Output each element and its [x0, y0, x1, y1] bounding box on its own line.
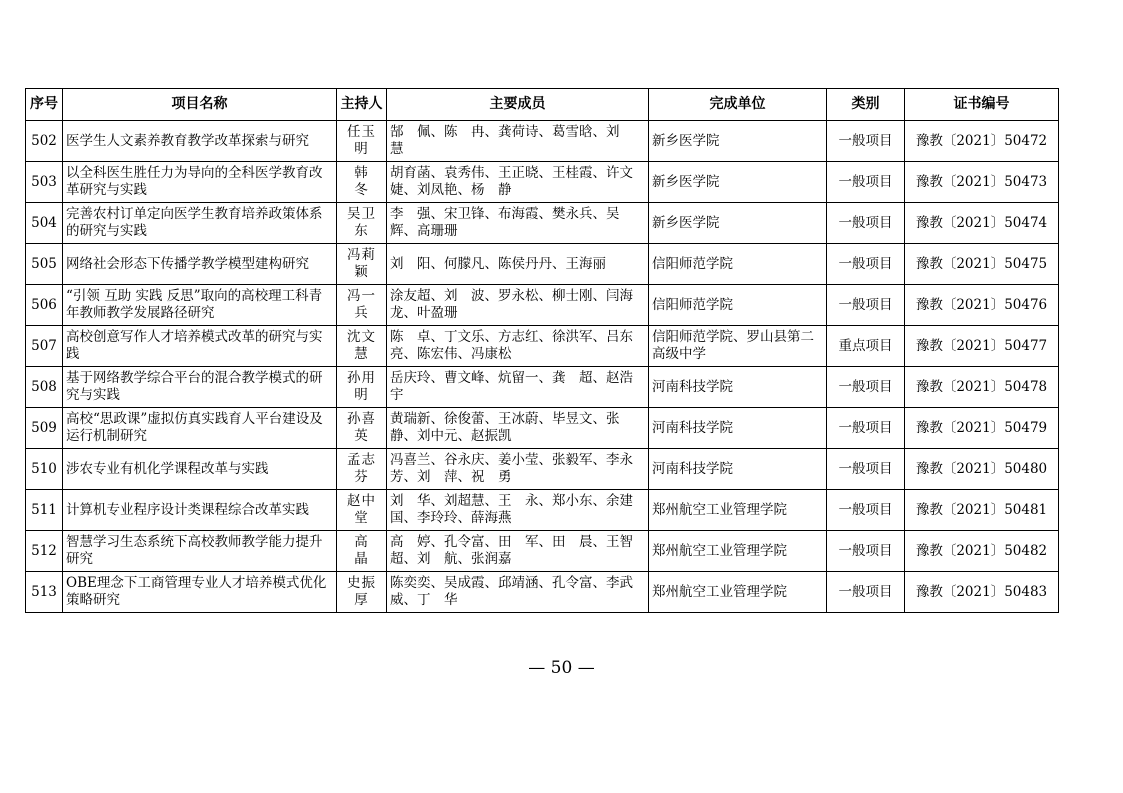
cell-cert: 豫教〔2021〕50481	[905, 490, 1059, 531]
header-members: 主要成员	[387, 89, 649, 121]
cell-project-name: 计算机专业程序设计类课程综合改革实践	[63, 490, 337, 531]
header-project-name: 项目名称	[63, 89, 337, 121]
header-host: 主持人	[337, 89, 387, 121]
header-unit: 完成单位	[649, 89, 827, 121]
cell-host: 吴卫东	[337, 203, 387, 244]
cell-category: 一般项目	[827, 408, 905, 449]
cell-members: 胡育菡、袁秀伟、王正晓、王桂霞、许文婕、刘凤艳、杨 静	[387, 162, 649, 203]
cell-cert: 豫教〔2021〕50475	[905, 244, 1059, 285]
cell-cert: 豫教〔2021〕50479	[905, 408, 1059, 449]
cell-host: 韩 冬	[337, 162, 387, 203]
cell-unit: 河南科技学院	[649, 449, 827, 490]
header-no: 序号	[26, 89, 63, 121]
cell-project-name: 网络社会形态下传播学教学模型建构研究	[63, 244, 337, 285]
cell-category: 一般项目	[827, 121, 905, 162]
cell-host: 冯一兵	[337, 285, 387, 326]
table-row	[26, 121, 1059, 162]
cell-unit: 河南科技学院	[649, 408, 827, 449]
project-table	[25, 88, 1059, 613]
cell-unit: 新乡医学院	[649, 121, 827, 162]
table-row	[26, 449, 1059, 490]
cell-category: 一般项目	[827, 531, 905, 572]
cell-cert: 豫教〔2021〕50474	[905, 203, 1059, 244]
table-row	[26, 572, 1059, 613]
cell-host: 孙用明	[337, 367, 387, 408]
cell-members: 陈奕奕、吴成霞、邱靖涵、孔令富、李武威、丁 华	[387, 572, 649, 613]
header-category: 类别	[827, 89, 905, 121]
cell-cert: 豫教〔2021〕50477	[905, 326, 1059, 367]
cell-no: 503	[26, 162, 63, 203]
cell-no: 507	[26, 326, 63, 367]
cell-category: 一般项目	[827, 244, 905, 285]
cell-category: 一般项目	[827, 367, 905, 408]
table-row	[26, 490, 1059, 531]
cell-category: 重点项目	[827, 326, 905, 367]
cell-category: 一般项目	[827, 285, 905, 326]
cell-cert: 豫教〔2021〕50472	[905, 121, 1059, 162]
cell-category: 一般项目	[827, 572, 905, 613]
cell-category: 一般项目	[827, 449, 905, 490]
cell-project-name: 完善农村订单定向医学生教育培养政策体系的研究与实践	[63, 203, 337, 244]
cell-category: 一般项目	[827, 490, 905, 531]
header-cert: 证书编号	[905, 89, 1059, 121]
cell-members: 高 婷、孔令富、田 军、田 晨、王智超、刘 航、张润嘉	[387, 531, 649, 572]
cell-no: 512	[26, 531, 63, 572]
cell-host: 冯莉颖	[337, 244, 387, 285]
cell-project-name: 以全科医生胜任力为导向的全科医学教育改革研究与实践	[63, 162, 337, 203]
cell-no: 510	[26, 449, 63, 490]
cell-project-name: “引领 互助 实践 反思”取向的高校理工科青年教师教学发展路径研究	[63, 285, 337, 326]
cell-cert: 豫教〔2021〕50473	[905, 162, 1059, 203]
cell-members: 郜 佩、陈 冉、龚荷诗、葛雪晗、刘 慧	[387, 121, 649, 162]
cell-members: 涂友超、刘 波、罗永松、柳士刚、闫海龙、叶盈珊	[387, 285, 649, 326]
cell-host: 任玉明	[337, 121, 387, 162]
cell-no: 511	[26, 490, 63, 531]
cell-category: 一般项目	[827, 162, 905, 203]
cell-unit: 信阳师范学院	[649, 244, 827, 285]
cell-host: 史振厚	[337, 572, 387, 613]
table-row	[26, 203, 1059, 244]
table-row	[26, 408, 1059, 449]
cell-members: 冯喜兰、谷永庆、姜小莹、张毅军、李永芳、刘 萍、祝 勇	[387, 449, 649, 490]
cell-host: 高 晶	[337, 531, 387, 572]
cell-unit: 河南科技学院	[649, 367, 827, 408]
header-row	[26, 89, 1059, 121]
cell-unit: 信阳师范学院	[649, 285, 827, 326]
cell-members: 岳庆玲、曹文峰、炕留一、龚 超、赵浩宇	[387, 367, 649, 408]
cell-project-name: 高校“思政课”虚拟仿真实践育人平台建设及运行机制研究	[63, 408, 337, 449]
table-row	[26, 285, 1059, 326]
cell-unit: 新乡医学院	[649, 203, 827, 244]
cell-host: 孟志芬	[337, 449, 387, 490]
table-row	[26, 162, 1059, 203]
cell-members: 刘 阳、何朦凡、陈侯丹丹、王海丽	[387, 244, 649, 285]
cell-no: 502	[26, 121, 63, 162]
cell-unit: 新乡医学院	[649, 162, 827, 203]
cell-cert: 豫教〔2021〕50476	[905, 285, 1059, 326]
cell-unit: 郑州航空工业管理学院	[649, 490, 827, 531]
cell-members: 陈 卓、丁文乐、方志红、徐洪军、吕东亮、陈宏伟、冯康松	[387, 326, 649, 367]
cell-unit: 信阳师范学院、罗山县第二高级中学	[649, 326, 827, 367]
cell-unit: 郑州航空工业管理学院	[649, 531, 827, 572]
cell-project-name: OBE理念下工商管理专业人才培养模式优化策略研究	[63, 572, 337, 613]
cell-members: 李 强、宋卫锋、布海霞、樊永兵、吴 辉、高珊珊	[387, 203, 649, 244]
cell-cert: 豫教〔2021〕50480	[905, 449, 1059, 490]
cell-unit: 郑州航空工业管理学院	[649, 572, 827, 613]
cell-members: 黄瑞新、徐俊蕾、王冰蔚、毕昱文、张 静、刘中元、赵振凯	[387, 408, 649, 449]
cell-no: 505	[26, 244, 63, 285]
cell-no: 508	[26, 367, 63, 408]
cell-no: 513	[26, 572, 63, 613]
cell-category: 一般项目	[827, 203, 905, 244]
cell-no: 504	[26, 203, 63, 244]
cell-project-name: 医学生人文素养教育教学改革探索与研究	[63, 121, 337, 162]
table-row	[26, 326, 1059, 367]
cell-project-name: 涉农专业有机化学课程改革与实践	[63, 449, 337, 490]
page-number: — 50 —	[528, 658, 595, 678]
cell-cert: 豫教〔2021〕50482	[905, 531, 1059, 572]
table-row	[26, 531, 1059, 572]
cell-members: 刘 华、刘超慧、王 永、郑小东、余建国、李玲玲、薛海燕	[387, 490, 649, 531]
cell-project-name: 高校创意写作人才培养模式改革的研究与实践	[63, 326, 337, 367]
cell-host: 沈文慧	[337, 326, 387, 367]
table-row	[26, 367, 1059, 408]
cell-project-name: 基于网络教学综合平台的混合教学模式的研究与实践	[63, 367, 337, 408]
cell-host: 赵中堂	[337, 490, 387, 531]
cell-host: 孙喜英	[337, 408, 387, 449]
cell-no: 506	[26, 285, 63, 326]
cell-cert: 豫教〔2021〕50478	[905, 367, 1059, 408]
cell-project-name: 智慧学习生态系统下高校教师教学能力提升研究	[63, 531, 337, 572]
cell-cert: 豫教〔2021〕50483	[905, 572, 1059, 613]
table-row	[26, 244, 1059, 285]
cell-no: 509	[26, 408, 63, 449]
